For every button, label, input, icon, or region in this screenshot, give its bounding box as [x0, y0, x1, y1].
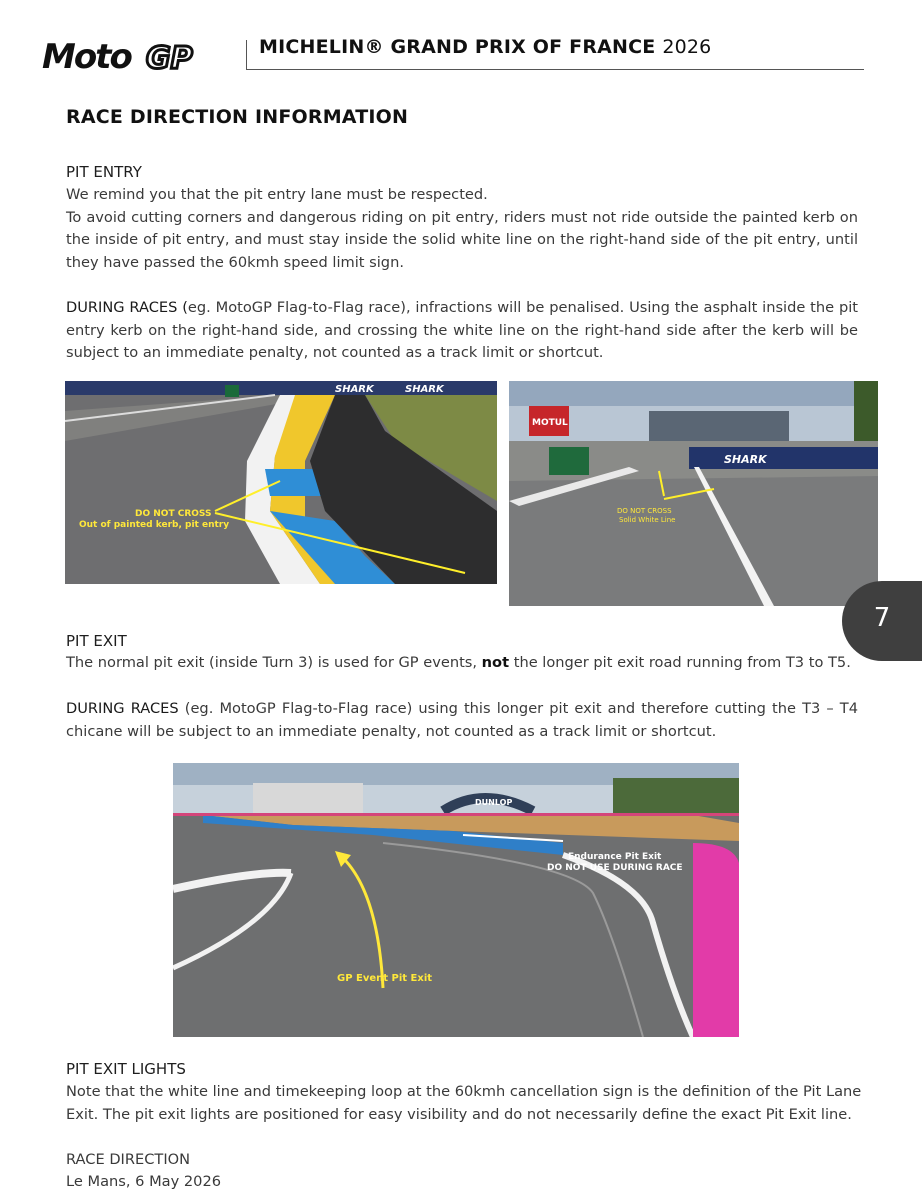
during-races-label: DURING RACES ( — [66, 299, 188, 316]
photo3-annotation-gp: GP Event Pit Exit — [337, 973, 433, 984]
photo1-annotation-1: DO NOT CROSS — [135, 509, 212, 519]
pit-exit-lights-paragraph: Note that the white line and timekeeping loop at the 60kmh cancellation sign is the definition of the Pit Lane Exit. The pit exit lights are positioned for easy visibility and do not necessarily define the exact Pit Exit line. — [66, 1083, 862, 1123]
signature-line2: Le Mans, 6 May 2026 — [66, 1173, 222, 1190]
pit-exit-heading: PIT EXIT — [66, 632, 127, 650]
pit-exit-line-bold: not — [481, 654, 510, 671]
photo3-bridge-text: DUNLOP — [475, 798, 513, 807]
motogp-logo — [42, 38, 234, 74]
event-title-year: 2026 — [662, 36, 712, 58]
pit-exit-lights-heading: PIT EXIT LIGHTS — [66, 1060, 186, 1078]
pit-entry-races-text: eg. MotoGP Flag-to-Flag race), infractions will be penalised. Using the asphalt inside the pit entry kerb on the right-hand side, and crossing the white line on the right-hand side after the kerb will be subject to an immediate penalty, not counted as a track limit or shortcut. — [66, 299, 859, 362]
pit-exit-photo — [173, 763, 739, 1037]
pit-exit-line-post: the longer pit exit road running from T3 to T5. — [509, 654, 851, 671]
pit-entry-paragraph: To avoid cutting corners and dangerous riding on pit entry, riders must not ride outside the painted kerb on the inside of pit entry, and must stay inside the solid white line on the right-hand side of the pit entry, until they have passed the 60kmh speed limit sign. — [66, 208, 858, 271]
svg-text:Moto: Moto — [42, 38, 131, 74]
section-title: RACE DIRECTION INFORMATION — [66, 106, 409, 128]
event-title — [259, 36, 711, 58]
pit-entry-text — [66, 184, 858, 274]
photo2-annotation-1: DO NOT CROSS — [617, 507, 672, 515]
svg-text:GP: GP — [146, 41, 193, 74]
pit-entry-kerb-photo — [65, 381, 497, 584]
header-divider — [246, 40, 247, 70]
header-underline — [246, 69, 864, 70]
photo2-banner-text: SHARK — [724, 453, 767, 466]
photo1-banner-text: SHARK — [335, 384, 374, 395]
photo3-annotation-endurance-1: Endurance Pit Exit — [568, 852, 662, 862]
svg-text:SHARK: SHARK — [405, 384, 444, 395]
pit-exit-races-paragraph — [66, 698, 858, 743]
photo1-annotation-2: Out of painted kerb, pit entry — [79, 520, 230, 530]
photo3-annotation-endurance-2: DO NOT USE DURING RACE — [547, 863, 683, 873]
pit-entry-races-paragraph — [66, 297, 858, 365]
pit-exit-line — [66, 652, 858, 675]
page-number-tab — [842, 581, 922, 661]
pit-entry-white-line-photo — [509, 381, 878, 606]
signature-line1: RACE DIRECTION — [66, 1151, 191, 1168]
pit-entry-line1: We remind you that the pit entry lane must be respected. — [66, 186, 488, 203]
pit-exit-races-text: (eg. MotoGP Flag-to-Flag race) using this longer pit exit and therefore cutting the T3 – T4 chicane will be subject to an immediate penalty, not counted as a track limit or shortcut. — [66, 700, 858, 740]
pit-entry-heading: PIT ENTRY — [66, 163, 142, 181]
page-number: 7 — [873, 603, 891, 633]
photo2-sign-text: MOTUL — [532, 418, 568, 428]
event-title-main: MICHELIN® GRAND PRIX OF FRANCE — [259, 36, 656, 58]
pit-exit-line-pre: The normal pit exit (inside Turn 3) is used for GP events, — [66, 654, 482, 671]
photo2-annotation-2: Solid White Line — [619, 516, 676, 524]
pit-exit-during-races-label: DURING RACES — [66, 700, 179, 717]
